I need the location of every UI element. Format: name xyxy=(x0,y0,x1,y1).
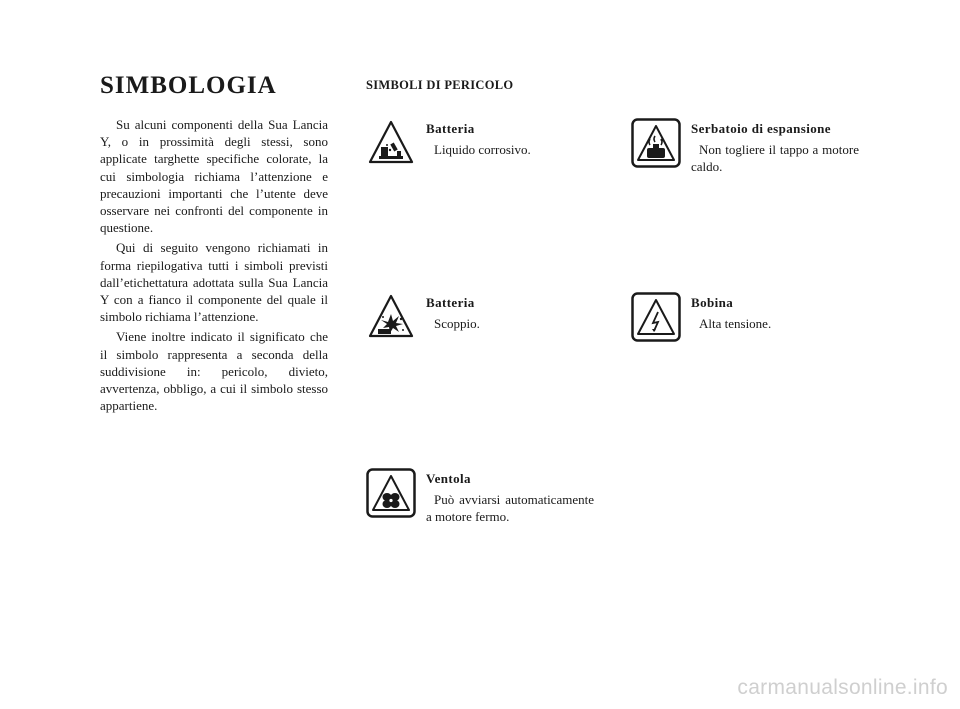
hot-coolant-icon xyxy=(631,118,681,168)
explosion-icon xyxy=(366,292,416,342)
intro-text xyxy=(100,116,328,417)
fan-warning-icon xyxy=(366,468,416,518)
symbol-description: Può avviarsi automaticamente a motore fermo. xyxy=(426,492,594,524)
watermark: carmanualsonline.info xyxy=(737,676,948,699)
symbol-name: Bobina xyxy=(691,295,734,310)
corrosive-liquid-icon xyxy=(366,118,416,168)
high-voltage-icon xyxy=(631,292,681,342)
symbol-name: Batteria xyxy=(426,121,475,136)
intro-paragraph: Su alcuni componenti della Sua Lancia Y, o in prossimità degli stessi, sono applicate targhette specifiche colorate, la cui simbologia richiama l’attenzione e precauzioni importanti che l’utente deve osservare nei confronti del componente in questione. xyxy=(100,117,328,236)
symbol-name: Ventola xyxy=(426,471,471,486)
symbol-description: Scoppio. xyxy=(434,316,480,331)
intro-paragraph: Qui di seguito vengono richiamati in forma riepilogativa tutti i simboli previsti dall’etichettatura adottata sulla Sua Lancia Y con a fianco il componente del quale il simbolo richiama l’attenzione. xyxy=(100,240,328,325)
symbol-name: Batteria xyxy=(426,295,475,310)
symbol-name: Serbatoio di espansione xyxy=(691,121,831,136)
symbol-description: Non togliere il tappo a motore caldo. xyxy=(691,142,859,174)
symbol-description: Liquido corrosivo. xyxy=(434,142,531,157)
intro-paragraph: Viene inoltre indicato il significato che il simbolo rappresenta a seconda della suddivisione in: pericolo, divieto, avvertenza, obbligo, a cui il simbolo stesso appartiene. xyxy=(100,329,328,414)
page-title: SIMBOLOGIA xyxy=(100,72,277,99)
symbol-description: Alta tensione. xyxy=(699,316,772,331)
section-heading: SIMBOLI DI PERICOLO xyxy=(366,78,514,92)
